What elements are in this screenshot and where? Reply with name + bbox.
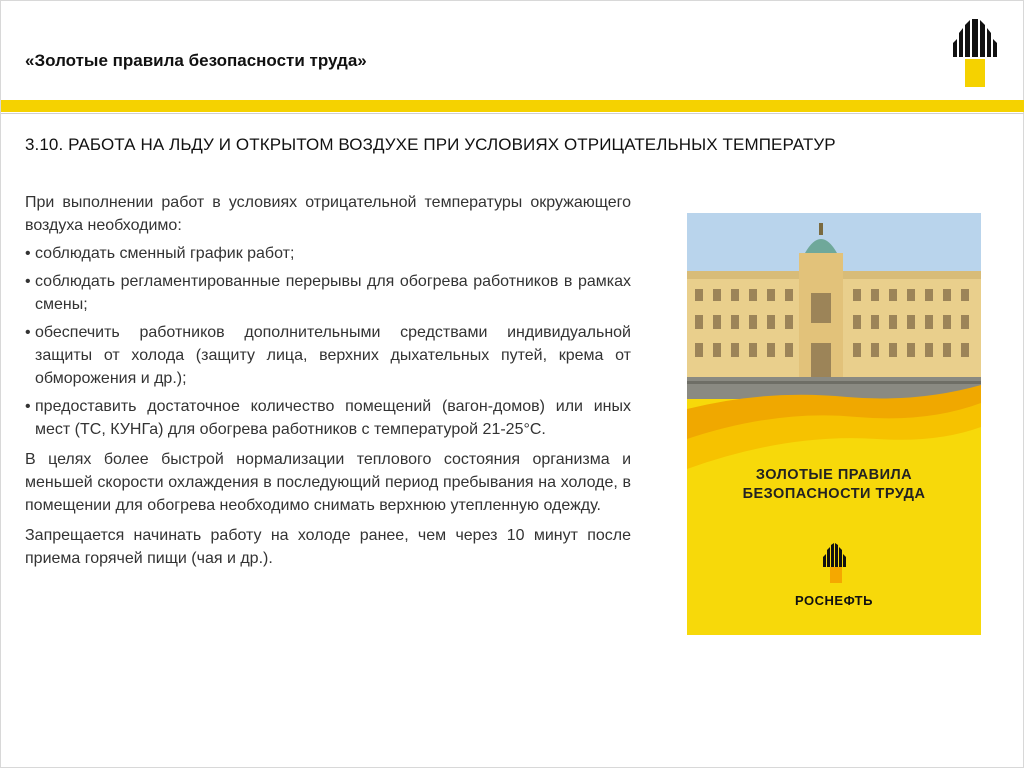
header-yellow-bar [1,100,1024,112]
bullet-mark: • [25,273,31,290]
booklet-brand: РОСНЕФТЬ [795,593,873,608]
list-item [25,270,631,316]
list-item [25,395,631,441]
rosneft-logo-icon [951,17,999,89]
bullet-mark: • [25,324,31,341]
booklet-illustration [687,213,981,635]
booklet-title [687,466,981,504]
body-text [25,191,631,575]
bullet-text: соблюдать регламентированные перерывы для обогрева работников в рамках смены; [35,273,631,313]
booklet-title-line-2: БЕЗОПАСНОСТИ ТРУДА [742,486,926,502]
bullet-text: предоставить достаточное количество помещений (вагон-домов) или иных мест (ТС, КУНГа) для обогрева работников с температурой 21-25°С. [35,398,631,438]
bullet-text: соблюдать сменный график работ; [35,245,295,262]
intro-paragraph: При выполнении работ в условиях отрицательной температуры окружающего воздуха необходимо: [25,194,631,234]
list-item [25,321,631,390]
booklet-title-line-1: ЗОЛОТЫЕ ПРАВИЛА [755,467,913,483]
bullet-mark: • [25,398,31,415]
paragraph-clothing: В целях более быстрой нормализации теплового состояния организма и меньшей скорости охлаждения в последующий период пребывания на холоде, в помещении для обогрева необходимо снимать верхнюю утепленную одежду. [25,451,631,514]
header-title: «Золотые правила безопасности труда» [25,51,367,70]
list-item [25,242,631,265]
section-title: 3.10. РАБОТА НА ЛЬДУ И ОТКРЫТОМ ВОЗДУХЕ ПРИ УСЛОВИЯХ ОТРИЦАТЕЛЬНЫХ ТЕМПЕРАТУР [25,135,836,154]
bullet-text: обеспечить работников дополнительными средствами индивидуальной защиты от холода (защиту лица, верхних дыхательных путей, крема от обморожения и др.); [35,324,631,387]
paragraph-hot-food: Запрещается начинать работу на холоде ранее, чем через 10 минут после приема горячей пищи (чая и др.). [25,527,631,567]
booklet-cover-image [687,213,981,635]
header-divider [1,113,1024,114]
bullet-mark: • [25,245,31,262]
